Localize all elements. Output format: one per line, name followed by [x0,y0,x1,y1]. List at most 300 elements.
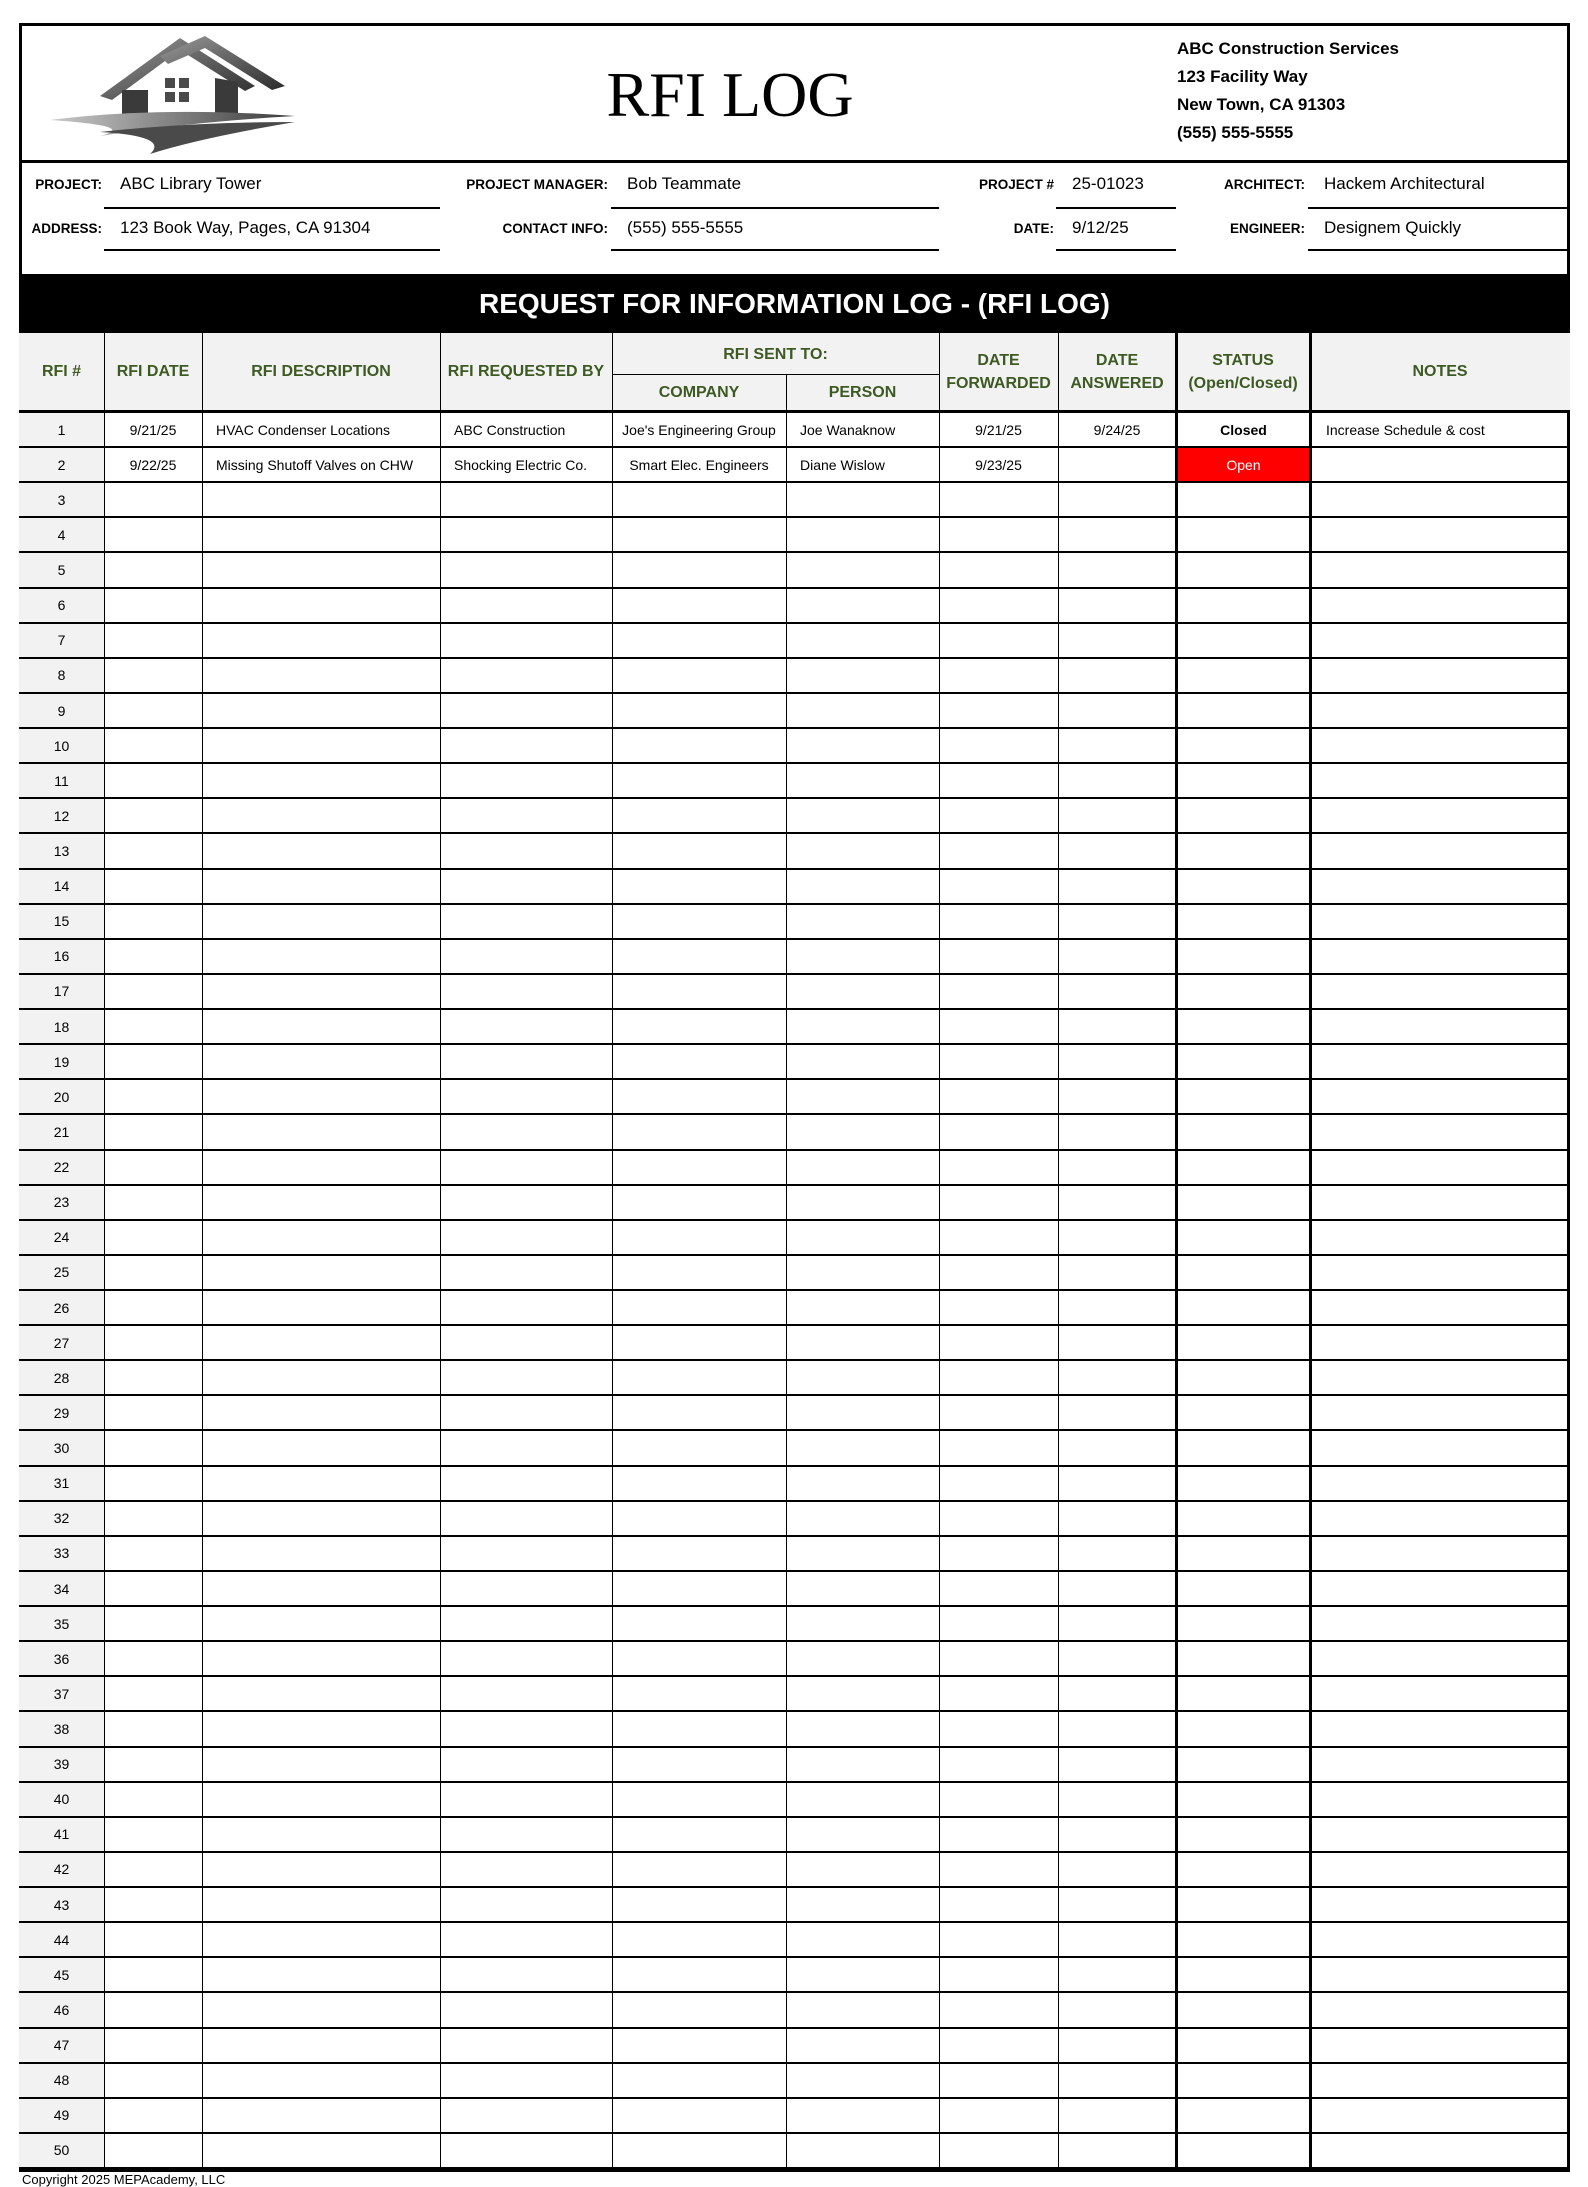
cell-notes[interactable] [1312,1958,1570,1991]
cell-rfi-requested-by[interactable] [440,940,612,973]
cell-rfi-requested-by[interactable] [440,2064,612,2097]
cell-date-answered[interactable] [1058,589,1176,622]
cell-status[interactable]: Open [1178,448,1309,481]
cell-date-answered[interactable] [1058,1607,1176,1640]
cell-rfi-description[interactable] [202,1467,440,1500]
cell-rfi-description[interactable] [202,1712,440,1745]
cell-status[interactable] [1178,1888,1309,1921]
cell-rfi-date[interactable] [104,2134,202,2167]
cell-company[interactable] [612,694,786,727]
cell-status[interactable] [1178,589,1309,622]
cell-rfi-date[interactable] [104,1045,202,1078]
cell-date-forwarded[interactable] [939,1186,1058,1219]
cell-notes[interactable] [1312,2134,1570,2167]
cell-company[interactable]: Joe's Engineering Group [622,421,776,438]
cell-rfi-description[interactable] [202,518,440,551]
cell-person[interactable] [786,1291,939,1324]
cell-date-forwarded[interactable] [939,1572,1058,1605]
cell-person[interactable] [786,1642,939,1675]
cell-rfi-description[interactable] [202,975,440,1008]
cell-notes[interactable] [1312,553,1570,586]
cell-rfi-description[interactable] [202,1677,440,1710]
cell-rfi-date[interactable] [104,1748,202,1781]
cell-rfi-date[interactable]: 9/21/25 [129,421,177,438]
cell-rfi-date[interactable] [104,694,202,727]
cell-date-answered[interactable] [1058,1256,1176,1289]
cell-rfi-requested-by[interactable] [440,1256,612,1289]
cell-rfi-description[interactable] [202,1853,440,1886]
cell-person[interactable] [786,553,939,586]
cell-date-answered[interactable] [1058,1993,1176,2026]
cell-rfi-description[interactable] [202,1151,440,1184]
cell-rfi-requested-by[interactable] [440,1045,612,1078]
cell-status[interactable] [1178,729,1309,762]
cell-notes[interactable] [1312,1326,1570,1359]
cell-status[interactable] [1178,764,1309,797]
cell-notes[interactable] [1312,1888,1570,1921]
cell-rfi-date[interactable] [104,764,202,797]
cell-notes[interactable] [1312,729,1570,762]
cell-notes[interactable] [1312,1361,1570,1394]
cell-person[interactable] [786,870,939,903]
cell-company[interactable] [612,624,786,657]
cell-rfi-date[interactable] [104,1186,202,1219]
cell-notes[interactable] [1312,764,1570,797]
cell-rfi-date[interactable] [104,1572,202,1605]
cell-date-answered[interactable] [1058,799,1176,832]
cell-rfi-description[interactable] [202,1642,440,1675]
cell-rfi-requested-by[interactable] [440,553,612,586]
cell-person[interactable] [786,1502,939,1535]
cell-company[interactable] [612,589,786,622]
project-manager-value[interactable]: Bob Teammate [627,174,742,193]
cell-date-answered[interactable] [1058,1748,1176,1781]
cell-company[interactable] [612,905,786,938]
cell-date-answered[interactable] [1058,1326,1176,1359]
cell-status[interactable] [1178,1993,1309,2026]
cell-person[interactable] [786,1045,939,1078]
cell-notes[interactable] [1312,2099,1570,2132]
cell-rfi-date[interactable] [104,1431,202,1464]
cell-rfi-date[interactable] [104,2064,202,2097]
cell-rfi-description[interactable] [202,905,440,938]
cell-company[interactable] [612,483,786,516]
cell-rfi-date[interactable] [104,2099,202,2132]
cell-rfi-description[interactable] [202,1431,440,1464]
cell-notes[interactable] [1312,940,1570,973]
engineer-value[interactable]: Designem Quickly [1324,218,1461,237]
cell-rfi-description[interactable] [202,624,440,657]
project-number-value[interactable]: 25-01023 [1072,174,1144,193]
cell-status[interactable]: Closed [1220,421,1267,438]
cell-status[interactable] [1178,1151,1309,1184]
cell-notes[interactable] [1312,694,1570,727]
cell-rfi-description[interactable] [202,1502,440,1535]
cell-status[interactable] [1178,1712,1309,1745]
cell-rfi-requested-by[interactable]: ABC Construction [454,421,566,438]
cell-date-forwarded[interactable] [939,2064,1058,2097]
cell-person[interactable] [786,1888,939,1921]
cell-date-forwarded[interactable] [939,1748,1058,1781]
cell-date-answered[interactable] [1058,1151,1176,1184]
cell-notes[interactable] [1312,1572,1570,1605]
cell-date-forwarded[interactable] [939,975,1058,1008]
cell-person[interactable] [786,1115,939,1148]
cell-notes[interactable] [1312,799,1570,832]
cell-rfi-date[interactable] [104,1888,202,1921]
cell-notes[interactable] [1312,1256,1570,1289]
cell-status[interactable] [1178,553,1309,586]
cell-rfi-date[interactable] [104,1712,202,1745]
cell-rfi-date[interactable] [104,1607,202,1640]
cell-date-forwarded[interactable] [939,1080,1058,1113]
cell-person[interactable] [786,2134,939,2167]
cell-person[interactable] [786,834,939,867]
cell-company[interactable] [612,553,786,586]
cell-rfi-requested-by[interactable] [440,1888,612,1921]
cell-person[interactable] [786,975,939,1008]
cell-status[interactable] [1178,1783,1309,1816]
cell-rfi-requested-by[interactable] [440,1783,612,1816]
cell-date-answered[interactable] [1058,1396,1176,1429]
address-value[interactable]: 123 Book Way, Pages, CA 91304 [120,218,371,237]
cell-date-answered[interactable] [1058,1958,1176,1991]
cell-rfi-date[interactable] [104,1115,202,1148]
cell-notes[interactable] [1312,1151,1570,1184]
cell-date-forwarded[interactable] [939,1045,1058,1078]
cell-rfi-description[interactable] [202,1537,440,1570]
cell-rfi-requested-by[interactable] [440,1115,612,1148]
cell-rfi-description[interactable] [202,870,440,903]
cell-date-forwarded[interactable] [939,1326,1058,1359]
cell-date-answered[interactable] [1058,729,1176,762]
cell-rfi-date[interactable] [104,1923,202,1956]
cell-date-forwarded[interactable] [939,659,1058,692]
cell-date-answered[interactable] [1058,1888,1176,1921]
cell-company[interactable] [612,1186,786,1219]
cell-notes[interactable] [1312,1010,1570,1043]
cell-rfi-requested-by[interactable] [440,1642,612,1675]
cell-date-forwarded[interactable] [939,870,1058,903]
cell-company[interactable] [612,1958,786,1991]
cell-rfi-requested-by[interactable] [440,2134,612,2167]
cell-person[interactable] [786,1958,939,1991]
cell-rfi-requested-by[interactable] [440,975,612,1008]
cell-person[interactable] [786,1010,939,1043]
cell-date-forwarded[interactable] [939,1958,1058,1991]
cell-date-answered[interactable] [1058,1045,1176,1078]
cell-person[interactable] [786,1923,939,1956]
cell-notes[interactable] [1312,1607,1570,1640]
cell-person[interactable] [786,1748,939,1781]
cell-person[interactable] [786,2029,939,2062]
cell-date-answered[interactable] [1058,1818,1176,1851]
cell-notes[interactable] [1312,1853,1570,1886]
cell-date-answered[interactable] [1058,1186,1176,1219]
cell-rfi-description[interactable] [202,483,440,516]
cell-company[interactable] [612,834,786,867]
cell-rfi-requested-by[interactable] [440,1326,612,1359]
cell-company[interactable] [612,1115,786,1148]
cell-company[interactable] [612,1642,786,1675]
cell-notes[interactable] [1312,905,1570,938]
cell-status[interactable] [1178,1537,1309,1570]
cell-person[interactable] [786,2064,939,2097]
cell-notes[interactable] [1312,483,1570,516]
cell-company[interactable] [612,1151,786,1184]
cell-rfi-description[interactable]: HVAC Condenser Locations [216,421,391,438]
cell-notes[interactable] [1312,2029,1570,2062]
cell-rfi-description[interactable] [202,1818,440,1851]
cell-rfi-date[interactable] [104,1396,202,1429]
cell-notes[interactable] [1312,1431,1570,1464]
cell-status[interactable] [1178,1642,1309,1675]
cell-rfi-requested-by[interactable] [440,1396,612,1429]
cell-company[interactable] [612,1045,786,1078]
cell-date-answered[interactable] [1058,1572,1176,1605]
cell-notes[interactable] [1312,834,1570,867]
cell-date-answered[interactable] [1058,1115,1176,1148]
cell-company[interactable] [612,1572,786,1605]
cell-rfi-date[interactable] [104,1291,202,1324]
cell-notes[interactable] [1312,589,1570,622]
cell-person[interactable] [786,1396,939,1429]
cell-notes[interactable] [1312,1115,1570,1148]
cell-company[interactable]: Smart Elec. Engineers [629,456,769,473]
cell-date-answered[interactable] [1058,448,1176,481]
cell-person[interactable] [786,694,939,727]
cell-rfi-date[interactable] [104,1221,202,1254]
cell-company[interactable] [612,1818,786,1851]
cell-status[interactable] [1178,940,1309,973]
cell-status[interactable] [1178,1045,1309,1078]
cell-date-forwarded[interactable]: 9/21/25 [975,421,1022,438]
cell-rfi-date[interactable] [104,624,202,657]
cell-rfi-date[interactable] [104,1467,202,1500]
cell-date-forwarded[interactable] [939,1853,1058,1886]
cell-person[interactable] [786,1467,939,1500]
cell-status[interactable] [1178,2029,1309,2062]
cell-company[interactable] [612,799,786,832]
cell-date-forwarded[interactable] [939,1256,1058,1289]
cell-person[interactable] [786,1783,939,1816]
cell-date-answered[interactable] [1058,1467,1176,1500]
cell-rfi-date[interactable] [104,518,202,551]
cell-rfi-description[interactable] [202,729,440,762]
cell-rfi-requested-by[interactable] [440,518,612,551]
cell-rfi-requested-by[interactable] [440,2029,612,2062]
cell-notes[interactable] [1312,1537,1570,1570]
cell-rfi-requested-by[interactable] [440,1431,612,1464]
cell-rfi-description[interactable] [202,1783,440,1816]
cell-rfi-requested-by[interactable] [440,589,612,622]
cell-company[interactable] [612,1748,786,1781]
cell-rfi-date[interactable] [104,1783,202,1816]
cell-rfi-description[interactable] [202,1186,440,1219]
cell-status[interactable] [1178,1396,1309,1429]
cell-rfi-date[interactable] [104,553,202,586]
cell-rfi-date[interactable] [104,2029,202,2062]
cell-company[interactable] [612,1607,786,1640]
cell-rfi-description[interactable] [202,2029,440,2062]
cell-rfi-requested-by[interactable] [440,1467,612,1500]
cell-rfi-requested-by[interactable] [440,729,612,762]
cell-person[interactable] [786,1818,939,1851]
cell-rfi-description[interactable] [202,589,440,622]
cell-status[interactable] [1178,1818,1309,1851]
cell-notes[interactable] [1312,1712,1570,1745]
cell-rfi-requested-by[interactable] [440,1818,612,1851]
cell-company[interactable] [612,940,786,973]
cell-date-forwarded[interactable] [939,2029,1058,2062]
cell-rfi-requested-by[interactable] [440,1748,612,1781]
cell-date-forwarded[interactable] [939,1677,1058,1710]
cell-notes[interactable] [1312,2064,1570,2097]
cell-company[interactable] [612,1326,786,1359]
cell-date-forwarded[interactable] [939,1502,1058,1535]
cell-company[interactable] [612,2099,786,2132]
cell-rfi-description[interactable] [202,1607,440,1640]
cell-notes[interactable]: Increase Schedule & cost [1326,421,1485,438]
cell-rfi-requested-by[interactable] [440,1677,612,1710]
cell-company[interactable] [612,1291,786,1324]
cell-status[interactable] [1178,1361,1309,1394]
cell-notes[interactable] [1312,1467,1570,1500]
cell-date-forwarded[interactable] [939,1115,1058,1148]
cell-notes[interactable] [1312,1221,1570,1254]
cell-status[interactable] [1178,1186,1309,1219]
cell-person[interactable] [786,799,939,832]
cell-rfi-requested-by[interactable] [440,1291,612,1324]
cell-rfi-date[interactable] [104,1151,202,1184]
cell-company[interactable] [612,1502,786,1535]
cell-rfi-date[interactable] [104,905,202,938]
cell-company[interactable] [612,1467,786,1500]
cell-person[interactable] [786,1326,939,1359]
cell-rfi-date[interactable] [104,589,202,622]
cell-rfi-description[interactable] [202,1748,440,1781]
cell-date-forwarded[interactable] [939,905,1058,938]
cell-rfi-requested-by[interactable] [440,1712,612,1745]
cell-date-forwarded[interactable] [939,483,1058,516]
cell-rfi-description[interactable] [202,659,440,692]
cell-rfi-date[interactable] [104,1853,202,1886]
cell-status[interactable] [1178,483,1309,516]
cell-date-forwarded[interactable] [939,1361,1058,1394]
cell-notes[interactable] [1312,448,1570,481]
cell-company[interactable] [612,518,786,551]
cell-person[interactable] [786,1853,939,1886]
cell-date-forwarded[interactable] [939,1431,1058,1464]
cell-person[interactable]: Joe Wanaknow [800,421,896,438]
cell-date-forwarded[interactable] [939,1151,1058,1184]
cell-status[interactable] [1178,1572,1309,1605]
cell-rfi-date[interactable] [104,1361,202,1394]
cell-rfi-date[interactable] [104,729,202,762]
cell-person[interactable] [786,1151,939,1184]
cell-person[interactable] [786,2099,939,2132]
cell-rfi-description[interactable] [202,2099,440,2132]
cell-company[interactable] [612,1712,786,1745]
cell-date-answered[interactable] [1058,2029,1176,2062]
cell-rfi-date[interactable] [104,659,202,692]
cell-rfi-requested-by[interactable] [440,1221,612,1254]
cell-rfi-description[interactable] [202,1923,440,1956]
cell-status[interactable] [1178,799,1309,832]
cell-date-forwarded[interactable] [939,553,1058,586]
cell-rfi-requested-by[interactable] [440,1958,612,1991]
cell-rfi-requested-by[interactable] [440,905,612,938]
cell-date-forwarded[interactable] [939,2134,1058,2167]
cell-person[interactable] [786,1256,939,1289]
cell-status[interactable] [1178,1326,1309,1359]
cell-notes[interactable] [1312,1186,1570,1219]
cell-person[interactable] [786,483,939,516]
cell-date-forwarded[interactable] [939,799,1058,832]
cell-date-forwarded[interactable] [939,1607,1058,1640]
cell-date-answered[interactable] [1058,1783,1176,1816]
cell-rfi-date[interactable] [104,1993,202,2026]
cell-rfi-description[interactable] [202,1045,440,1078]
cell-rfi-date[interactable] [104,1958,202,1991]
cell-status[interactable] [1178,870,1309,903]
cell-rfi-date[interactable] [104,1502,202,1535]
cell-status[interactable] [1178,1115,1309,1148]
cell-rfi-requested-by[interactable] [440,799,612,832]
cell-company[interactable] [612,1010,786,1043]
cell-rfi-date[interactable] [104,1010,202,1043]
cell-date-forwarded[interactable] [939,729,1058,762]
cell-rfi-requested-by[interactable] [440,1186,612,1219]
cell-rfi-date[interactable]: 9/22/25 [129,456,177,473]
cell-rfi-description[interactable] [202,940,440,973]
architect-value[interactable]: Hackem Architectural [1324,174,1485,193]
cell-status[interactable] [1178,1221,1309,1254]
cell-person[interactable] [786,1537,939,1570]
cell-person[interactable] [786,659,939,692]
cell-rfi-date[interactable] [104,1256,202,1289]
cell-date-forwarded[interactable] [939,1291,1058,1324]
cell-person[interactable] [786,1186,939,1219]
cell-company[interactable] [612,1783,786,1816]
cell-date-answered[interactable] [1058,694,1176,727]
cell-notes[interactable] [1312,870,1570,903]
cell-status[interactable] [1178,905,1309,938]
cell-rfi-requested-by[interactable] [440,624,612,657]
cell-date-answered[interactable] [1058,1431,1176,1464]
cell-notes[interactable] [1312,1677,1570,1710]
cell-date-forwarded[interactable] [939,624,1058,657]
cell-status[interactable] [1178,2134,1309,2167]
cell-company[interactable] [612,1993,786,2026]
cell-date-answered[interactable] [1058,518,1176,551]
cell-company[interactable] [612,2134,786,2167]
cell-rfi-description[interactable] [202,694,440,727]
cell-date-forwarded[interactable] [939,1818,1058,1851]
cell-status[interactable] [1178,694,1309,727]
cell-notes[interactable] [1312,1923,1570,1956]
cell-rfi-description[interactable] [202,1993,440,2026]
cell-rfi-date[interactable] [104,483,202,516]
cell-rfi-requested-by[interactable] [440,659,612,692]
cell-date-answered[interactable] [1058,659,1176,692]
cell-date-answered[interactable] [1058,1080,1176,1113]
cell-person[interactable] [786,1431,939,1464]
cell-company[interactable] [612,2029,786,2062]
cell-person[interactable] [786,1221,939,1254]
cell-status[interactable] [1178,975,1309,1008]
cell-rfi-date[interactable] [104,870,202,903]
